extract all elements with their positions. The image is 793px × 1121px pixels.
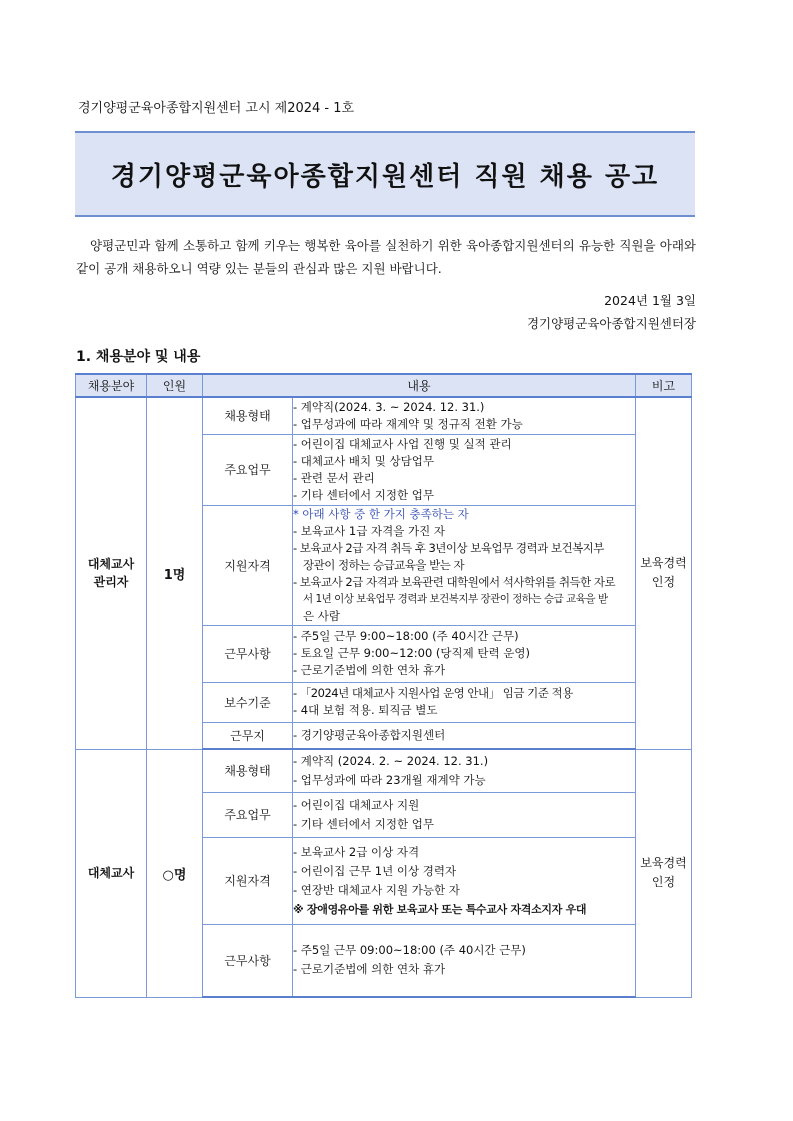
- notice-number: 경기양평군육아종합지원센터 고시 제2024 - 1호: [78, 101, 355, 116]
- row-content: [293, 722, 636, 749]
- row-label: 주요업무: [203, 792, 293, 837]
- section-title: 1. 채용분야 및 내용: [76, 349, 201, 365]
- row-label: 채용형태: [203, 397, 293, 434]
- group1-field-line1: 대체교사: [87, 557, 135, 572]
- content-line: 장관이 정하는 승급교육을 받는 자: [303, 557, 465, 572]
- title-banner: [75, 131, 695, 217]
- content-line: - 보육교사 2급 이상 자격: [293, 844, 420, 859]
- content-line: 서 1년 이상 보육업무 경력과 보건복지부 장관이 정하는 승급 교육을 받: [303, 592, 608, 605]
- row-content: [293, 837, 636, 924]
- group1-field-line2: 관리자: [93, 575, 129, 590]
- content-line: - 관련 문서 관리: [293, 470, 375, 485]
- table-row: [76, 749, 692, 792]
- group1-remarks: [636, 397, 692, 749]
- remarks-line2: 인정: [651, 875, 676, 889]
- signer: 경기양평군육아종합지원센터장: [526, 316, 696, 331]
- header-count: 인원: [147, 374, 203, 397]
- group1-field-cell: [76, 397, 147, 749]
- row-label: 지원자격: [203, 837, 293, 924]
- row-content: [293, 749, 636, 792]
- content-line: - 주5일 근무 9:00~18:00 (주 40시간 근무): [293, 629, 519, 643]
- group1-count: 1명: [147, 397, 203, 749]
- content-line: - 기타 센터에서 지정한 업무: [293, 487, 434, 502]
- content-line: - 보육교사 2급 자격과 보육관련 대학원에서 석사학위를 취득한 자로: [293, 574, 616, 589]
- table-header-row: [76, 374, 692, 397]
- content-line: - 계약직 (2024. 2. ~ 2024. 12. 31.): [293, 753, 489, 768]
- content-line: - 보육교사 2급 자격 취득 후 3년이상 보육업무 경력과 보건복지부: [293, 540, 604, 555]
- row-label: 근무사항: [203, 924, 293, 997]
- header-remarks: 비고: [636, 374, 692, 397]
- content-line: - 대체교사 배치 및 상담업무: [293, 453, 434, 468]
- content-line: - 주5일 근무 09:00~18:00 (주 40시간 근무): [293, 943, 526, 958]
- remarks-line1: 보육경력: [640, 856, 687, 870]
- content-line: - 어린이집 대체교사 지원: [293, 797, 420, 812]
- table-row: [76, 397, 692, 434]
- content-line: - 기타 센터에서 지정한 업무: [293, 816, 434, 831]
- row-content: [293, 434, 636, 505]
- content-line: - 근로기준법에 의한 연차 휴가: [293, 962, 446, 977]
- group2-field: 대체교사: [76, 749, 147, 997]
- content-line: - 「2024년 대체교사 지원사업 운영 안내」 임금 기준 적용: [293, 686, 573, 700]
- group2-remarks: [636, 749, 692, 997]
- row-label: 주요업무: [203, 434, 293, 505]
- header-field: 채용분야: [76, 374, 147, 397]
- row-content: [293, 505, 636, 625]
- content-line: 은 사람: [303, 608, 340, 623]
- row-label: 채용형태: [203, 749, 293, 792]
- content-line: - 업무성과에 따라 23개월 재계약 가능: [293, 772, 486, 787]
- intro-paragraph: 양평군민과 함께 소통하고 함께 키우는 행복한 육아를 실천하기 위한 육아종합지원센터의 유능한 직원을 아래와 같이 공개 채용하오니 역량 있는 분들의 관심과 많은 지원 바랍니다.: [76, 238, 696, 276]
- content-line: - 토요일 근무 9:00~12:00 (당직제 탄력 운영): [293, 646, 530, 660]
- notice-date: 2024년 1월 3일: [604, 293, 696, 308]
- content-line: - 업무성과에 따라 재계약 및 정규직 전환 가능: [293, 416, 523, 431]
- row-label: 지원자격: [203, 505, 293, 625]
- content-line: - 어린이집 근무 1년 이상 경력자: [293, 863, 457, 878]
- preference-note: ※ 장애영유아를 위한 보육교사 또는 특수교사 자격소지자 우대: [293, 902, 587, 916]
- row-label: 근무사항: [203, 625, 293, 682]
- row-label: 근무지: [203, 722, 293, 749]
- row-content: [293, 625, 636, 682]
- content-line: - 계약직(2024. 3. ~ 2024. 12. 31.): [293, 399, 485, 414]
- row-content: [293, 792, 636, 837]
- content-line: - 연장반 대체교사 지원 가능한 자: [293, 882, 460, 897]
- remarks-line2: 인정: [651, 575, 676, 590]
- recruitment-table: [75, 373, 692, 998]
- content-line: - 근로기준법에 의한 연차 휴가: [293, 663, 446, 677]
- row-label: 보수기준: [203, 682, 293, 722]
- content-line: - 경기양평군육아종합지원센터: [293, 727, 446, 742]
- row-content: [293, 682, 636, 722]
- remarks-line1: 보육경력: [640, 556, 687, 571]
- group2-count: ○명: [147, 749, 203, 997]
- content-line: - 4대 보험 적용. 퇴직금 별도: [293, 703, 438, 717]
- header-content: 내용: [203, 374, 636, 397]
- content-line: - 어린이집 대체교사 사업 진행 및 실적 관리: [293, 436, 512, 451]
- row-content: [293, 924, 636, 997]
- document-title: 경기양평군육아종합지원센터 직원 채용 공고: [110, 161, 660, 192]
- qualification-highlight: * 아래 사항 중 한 가지 충족하는 자: [293, 506, 469, 521]
- content-line: - 보육교사 1급 자격을 가진 자: [293, 523, 445, 538]
- row-content: [293, 397, 636, 434]
